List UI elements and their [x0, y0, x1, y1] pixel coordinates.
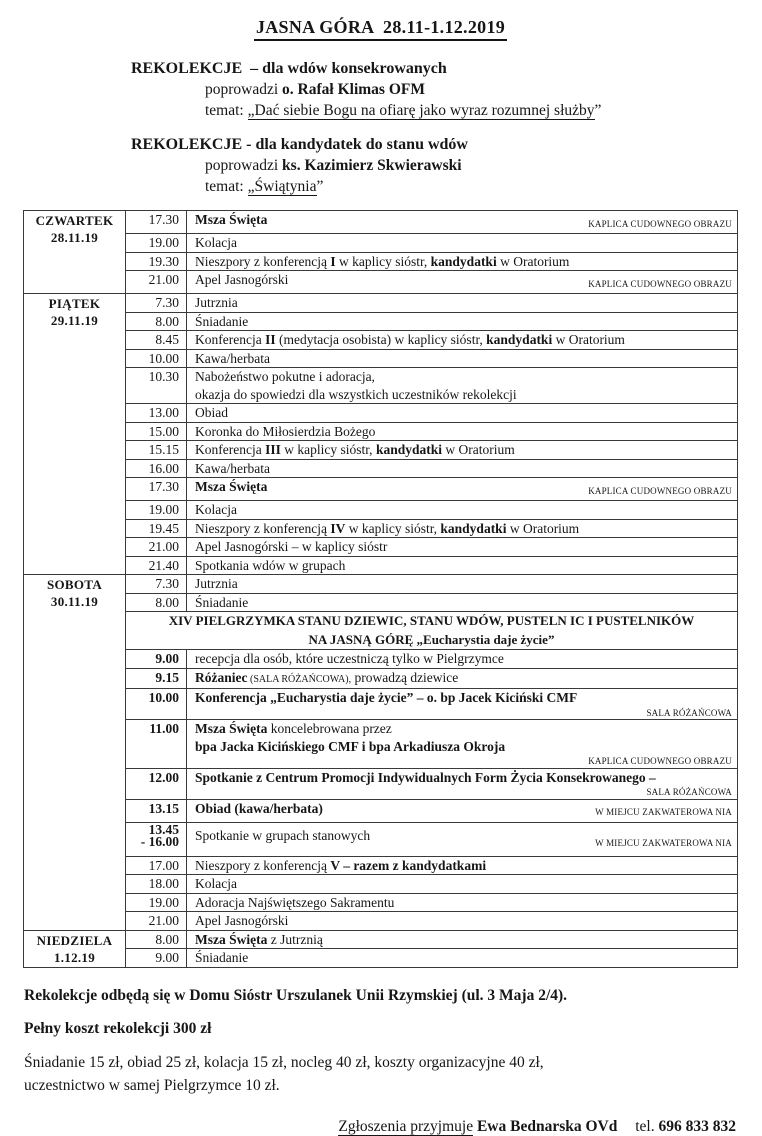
event-line: [195, 823, 732, 848]
event-text: Apel Jasnogórski: [195, 272, 289, 287]
event-text: Kolacja: [195, 876, 237, 891]
time-value: 17.30: [148, 212, 179, 227]
location-label: W MIEJCU ZAKWATEROWA NIA: [595, 837, 732, 848]
time-cell: [126, 441, 187, 460]
schedule-row: [24, 538, 738, 557]
time-value: 13.15: [148, 800, 179, 816]
event-line: [195, 912, 732, 930]
event-line: [195, 350, 732, 368]
price-details-line2: uczestnictwo w samej Pielgrzymce 10 zł.: [24, 1076, 280, 1094]
event-line: [195, 689, 732, 707]
time-value: 21.40: [148, 557, 179, 573]
time-cell: [126, 501, 187, 520]
event-cell: [187, 234, 738, 253]
schedule-row: [24, 689, 738, 720]
event-cell: [187, 404, 738, 423]
schedule-row: [24, 349, 738, 368]
event-cell: [187, 799, 738, 822]
schedule-row: [24, 331, 738, 350]
event-text: kandydatki: [440, 520, 507, 536]
event-text: Apel Jasnogórski: [195, 913, 289, 928]
schedule-row: [24, 459, 738, 478]
event-text: Msza Święta: [195, 212, 268, 227]
event-cell: [187, 575, 738, 594]
time-cell: [126, 556, 187, 575]
event-text: Adoracja Najświętszego Sakramentu: [195, 894, 395, 910]
time-value: 19.00: [148, 235, 179, 250]
event-cell: [187, 912, 738, 931]
location-label: KAPLICA CUDOWNEGO OBRAZU: [588, 485, 732, 496]
time-value: 19.00: [148, 502, 179, 517]
theme-close-quote: ”: [316, 178, 324, 195]
event-line: [195, 857, 732, 875]
time-value: 21.00: [148, 913, 179, 928]
event-text: prowadzą dziewice: [351, 669, 459, 685]
event-cell: [187, 556, 738, 575]
leader-label: poprowadzi: [205, 81, 279, 98]
time-value: 17.30: [148, 479, 179, 494]
schedule-row: [24, 949, 738, 968]
event-text: Spotkanie w grupach stanowych: [195, 827, 371, 843]
event-text: Msza Święta: [195, 931, 268, 947]
time-value: 7.30: [155, 576, 179, 591]
retreat-section-candidates: [23, 134, 738, 197]
event-text: Kolacja: [195, 235, 237, 250]
day-cell: [24, 930, 126, 967]
event-text: w kaplicy sióstr,: [335, 253, 431, 269]
retreat-heading: REKOLEKCJE – dla wdów konsekrowanych: [131, 60, 447, 77]
theme-label: temat:: [205, 178, 244, 195]
schedule-row: [24, 893, 738, 912]
time-cell: [126, 949, 187, 968]
time-cell: [126, 368, 187, 404]
time-cell: [126, 822, 187, 856]
time-value: 8.00: [155, 931, 179, 947]
event-text: kandydatki: [375, 442, 442, 457]
price-details-line1: Śniadanie 15 zł, obiad 25 zł, kolacja 15 zł, nocleg 40 zł, koszty organizacyjne 40 zł,: [24, 1053, 544, 1071]
cost-note: Pełny koszt rekolekcji 300 zł: [24, 1019, 212, 1037]
time-cell: [126, 478, 187, 501]
event-cell: [187, 875, 738, 894]
schedule-row: [24, 368, 738, 404]
event-text: koncelebrowana przez: [267, 721, 392, 736]
contact-name: Ewa Bednarska OVd: [476, 1117, 618, 1135]
schedule-table-body: [24, 211, 738, 968]
pilgrimage-banner-row: [24, 612, 738, 650]
schedule-row: [24, 312, 738, 331]
event-text: okazja do spowiedzi dla wszystkich uczestników rekolekcji: [195, 386, 517, 402]
title-wrap: [23, 17, 738, 41]
event-text: Konferencja: [195, 332, 266, 347]
event-line: [195, 720, 732, 738]
schedule-row: [24, 422, 738, 441]
retreat-leader: ks. Kazimierz Skwierawski: [282, 157, 462, 174]
time-cell: [126, 768, 187, 799]
time-cell: [126, 875, 187, 894]
event-line: [195, 253, 732, 271]
pilgrimage-banner-line: NA JASNĄ GÓRĘ „Eucharystia daje życie”: [308, 631, 555, 647]
event-text: III: [265, 442, 281, 457]
event-line: [195, 294, 732, 312]
event-line: [195, 460, 732, 478]
event-cell: [187, 459, 738, 478]
event-text: Obiad: [195, 405, 228, 420]
event-text: Kawa/herbata: [195, 460, 270, 476]
time-value: 9.00: [155, 651, 179, 666]
event-text: IV: [330, 520, 346, 536]
schedule-row: [24, 822, 738, 856]
event-cell: [187, 720, 738, 769]
event-line: [195, 423, 732, 441]
phone-number: 696 833 832: [658, 1117, 736, 1135]
retreat-leader-line: [205, 155, 738, 176]
event-line: [195, 594, 732, 612]
event-text: bpa Jacka Kicińskiego CMF i bpa Arkadiusza Okroja: [195, 738, 506, 754]
event-text: V – razem z kandydatkami: [330, 857, 487, 873]
event-cell: [187, 312, 738, 331]
location-label: W MIEJCU ZAKWATEROWA NIA: [595, 807, 732, 817]
location-label: KAPLICA CUDOWNEGO OBRAZU: [588, 278, 732, 289]
event-text: w Oratorium: [496, 253, 570, 269]
day-date: 1.12.19: [53, 949, 96, 965]
time-value: 7.30: [155, 295, 179, 310]
event-text: Kawa/herbata: [195, 350, 270, 366]
event-cell: [187, 689, 738, 720]
time-value: 8.45: [155, 332, 179, 347]
time-cell: [126, 575, 187, 594]
retreat-theme: „Świątynia: [247, 178, 317, 195]
event-text: kandydatki: [486, 332, 553, 347]
event-cell: [187, 650, 738, 669]
day-cell: [24, 211, 126, 294]
leader-label: poprowadzi: [205, 157, 279, 174]
event-text: Konferencja: [195, 442, 266, 457]
time-cell: [126, 459, 187, 478]
retreat-heading: REKOLEKCJE - dla kandydatek do stanu wdów: [131, 136, 468, 153]
retreat-leader-line: [205, 79, 738, 100]
event-line: [195, 769, 732, 787]
event-line: [195, 786, 732, 799]
day-cell: [24, 575, 126, 931]
time-value: 16.00: [148, 460, 179, 476]
schedule-table: [23, 210, 738, 968]
event-text: Spotkania wdów w grupach: [195, 557, 346, 573]
time-cell: [126, 689, 187, 720]
event-cell: [187, 349, 738, 368]
location-label: SALA RÓŻAŃCOWA: [646, 787, 732, 797]
time-value: 9.00: [155, 950, 179, 965]
event-cell: [187, 930, 738, 949]
time-value: 10.00: [148, 690, 179, 705]
time-value: 12.00: [148, 769, 179, 785]
retreat-section-widows: [23, 58, 738, 121]
time-cell: [126, 211, 187, 234]
retreat-theme-line: [205, 100, 738, 121]
event-line: [195, 575, 732, 593]
event-text: w kaplicy sióstr,: [280, 442, 376, 457]
schedule-row: [24, 650, 738, 669]
time-value: 21.00: [148, 272, 179, 287]
retreat-theme: „Dać siebie Bogu na ofiarę jako wyraz rozumnej służby: [247, 102, 595, 119]
day-date: 28.11.19: [50, 230, 99, 245]
event-cell: [187, 368, 738, 404]
time-cell: [126, 271, 187, 294]
location-label: KAPLICA CUDOWNEGO OBRAZU: [588, 218, 732, 229]
time-value: 10.00: [148, 350, 179, 366]
event-line: [195, 669, 732, 689]
time-value: 11.00: [149, 721, 179, 736]
event-line: [195, 501, 732, 519]
time-cell: [126, 668, 187, 689]
day-name: NIEDZIELA: [36, 932, 113, 948]
time-value: 17.00: [148, 857, 179, 873]
time-cell: [126, 294, 187, 313]
schedule-row: [24, 404, 738, 423]
schedule-row: [24, 441, 738, 460]
time-value: 8.00: [155, 313, 179, 329]
time-value: 9.15: [155, 669, 179, 685]
event-line: [195, 538, 732, 556]
event-line: [195, 894, 732, 912]
event-line: [195, 313, 732, 331]
schedule-row: [24, 912, 738, 931]
event-cell: [187, 501, 738, 520]
time-cell: [126, 538, 187, 557]
contact-line: [23, 1118, 738, 1136]
event-text: (medytacja osobista) w kaplicy sióstr,: [275, 332, 487, 347]
event-text: w kaplicy sióstr,: [345, 520, 441, 536]
event-text: w Oratorium: [552, 332, 625, 347]
schedule-row: [24, 575, 738, 594]
event-cell: [187, 331, 738, 350]
event-line: [195, 650, 732, 668]
event-text: Śniadanie: [195, 313, 249, 329]
intro-block: [23, 58, 738, 197]
schedule-row: [24, 211, 738, 234]
day-date: 29.11.19: [50, 313, 99, 328]
schedule-row: [24, 593, 738, 612]
time-value: 19.00: [148, 894, 179, 910]
event-text: z Jutrznią: [267, 931, 323, 947]
pilgrimage-banner-line: XIV PIELGRZYMKA STANU DZIEWIC, STANU WDÓW, PUSTELN IC I PUSTELNIKÓW: [168, 613, 695, 628]
time-cell: [126, 234, 187, 253]
schedule-row: [24, 271, 738, 294]
time-cell: [126, 799, 187, 822]
time-value: 10.30: [148, 369, 179, 384]
event-text: Nieszpory z konferencją: [195, 857, 331, 873]
event-text: Msza Święta: [195, 721, 268, 736]
event-cell: [187, 768, 738, 799]
day-name: SOBOTA: [46, 577, 103, 592]
event-text: Nieszpory z konferencją: [195, 520, 331, 536]
event-cell: [187, 271, 738, 294]
event-line: [195, 478, 732, 496]
day-date: 30.11.19: [50, 594, 99, 609]
time-cell: [126, 893, 187, 912]
time-cell: [126, 331, 187, 350]
event-text: recepcja dla osób, które uczestniczą tylko w Pielgrzymce: [195, 651, 504, 666]
event-line: [195, 755, 732, 768]
time-cell: [126, 720, 187, 769]
phone-label: tel.: [635, 1117, 655, 1135]
event-line: [195, 931, 732, 949]
event-text: kandydatki: [430, 253, 497, 269]
event-line: [195, 404, 732, 422]
time-cell: [126, 593, 187, 612]
schedule-row: [24, 799, 738, 822]
pilgrimage-banner: [126, 612, 738, 650]
day-name: CZWARTEK: [35, 213, 114, 228]
event-text: Nabożeństwo pokutne i adoracja,: [195, 369, 375, 384]
time-cell: [126, 312, 187, 331]
time-value-end: - 16.00: [140, 834, 179, 849]
time-value: 15.00: [148, 423, 179, 439]
event-line: [195, 738, 732, 756]
event-cell: [187, 211, 738, 234]
event-line: [195, 331, 732, 349]
event-cell: [187, 949, 738, 968]
location-label: KAPLICA CUDOWNEGO OBRAZU: [588, 756, 732, 766]
event-line: [195, 949, 732, 967]
schedule-row: [24, 478, 738, 501]
time-value: 19.30: [148, 253, 179, 269]
event-text: Różaniec: [195, 669, 248, 685]
time-value: 8.00: [155, 594, 179, 610]
time-cell: [126, 404, 187, 423]
event-cell: [187, 294, 738, 313]
event-cell: [187, 856, 738, 875]
event-text: I: [330, 253, 336, 269]
event-text: (SALA RÓŻAŃCOWA),: [247, 673, 352, 685]
document-title: JASNA GÓRA 28.11-1.12.2019: [254, 17, 507, 41]
time-cell: [126, 422, 187, 441]
location-label: SALA RÓŻAŃCOWA: [646, 707, 732, 718]
schedule-row: [24, 930, 738, 949]
event-cell: [187, 538, 738, 557]
event-text: Śniadanie: [195, 950, 249, 965]
schedule-row: [24, 519, 738, 538]
time-value: 13.45: [148, 821, 179, 837]
time-cell: [126, 856, 187, 875]
venue-note: Rekolekcje odbędą się w Domu Sióstr Urszulanek Unii Rzymskiej (ul. 3 Maja 2/4).: [24, 986, 568, 1004]
time-value: 21.00: [148, 539, 179, 554]
event-cell: [187, 668, 738, 689]
time-cell: [126, 252, 187, 271]
event-cell: [187, 422, 738, 441]
event-line: [195, 271, 732, 289]
theme-label: temat:: [205, 102, 244, 119]
retreat-theme-line: [205, 176, 738, 197]
time-cell: [126, 519, 187, 538]
event-text: Jutrznia: [195, 576, 238, 591]
retreat-leader: o. Rafał Klimas OFM: [282, 81, 425, 98]
schedule-row: [24, 720, 738, 769]
footer-block: [23, 985, 738, 1136]
event-cell: [187, 893, 738, 912]
event-cell: [187, 441, 738, 460]
event-text: Kolacja: [195, 502, 237, 517]
event-cell: [187, 519, 738, 538]
price-details: [24, 1051, 738, 1097]
event-text: Apel Jasnogórski – w kaplicy sióstr: [195, 539, 388, 554]
day-cell: [24, 294, 126, 575]
event-cell: [187, 478, 738, 501]
event-line: [195, 211, 732, 229]
event-line: [195, 386, 732, 404]
event-line: [195, 441, 732, 459]
time-cell: [126, 912, 187, 931]
event-line: [195, 557, 732, 575]
event-text: Obiad (kawa/herbata): [195, 800, 323, 816]
event-text: II: [265, 332, 276, 347]
event-line: [195, 707, 732, 720]
event-cell: [187, 593, 738, 612]
theme-close-quote: ”: [594, 102, 602, 119]
event-text: Spotkanie z Centrum Promocji Indywidualnych Form Życia Konsekrowanego –: [195, 769, 656, 785]
schedule-row: [24, 768, 738, 799]
event-line: [195, 800, 732, 818]
event-text: Śniadanie: [195, 594, 249, 610]
schedule-row: [24, 556, 738, 575]
time-cell: [126, 930, 187, 949]
event-text: Msza Święta: [195, 479, 268, 494]
schedule-row: [24, 234, 738, 253]
schedule-row: [24, 668, 738, 689]
event-cell: [187, 822, 738, 856]
event-text: w Oratorium: [506, 520, 580, 536]
schedule-row: [24, 252, 738, 271]
time-value: 15.15: [148, 442, 179, 457]
time-value: 19.45: [148, 520, 179, 536]
time-cell: [126, 650, 187, 669]
event-text: Jutrznia: [195, 295, 238, 310]
contact-label: Zgłoszenia przyjmuje: [338, 1117, 474, 1135]
event-line: [195, 875, 732, 893]
time-value: 18.00: [148, 876, 179, 891]
event-line: [195, 520, 732, 538]
time-cell: [126, 349, 187, 368]
event-text: w Oratorium: [441, 442, 515, 457]
schedule-row: [24, 856, 738, 875]
event-text: Nieszpory z konferencją: [195, 253, 331, 269]
day-name: PIĄTEK: [48, 296, 101, 311]
event-cell: [187, 252, 738, 271]
event-line: [195, 234, 732, 252]
event-text: Konferencja „Eucharystia daje życie” – o. bp Jacek Kiciński CMF: [195, 690, 578, 705]
event-line: [195, 368, 732, 386]
time-value: 13.00: [148, 405, 179, 420]
event-text: Koronka do Miłosierdzia Bożego: [195, 423, 376, 439]
schedule-row: [24, 875, 738, 894]
schedule-row: [24, 294, 738, 313]
schedule-row: [24, 501, 738, 520]
